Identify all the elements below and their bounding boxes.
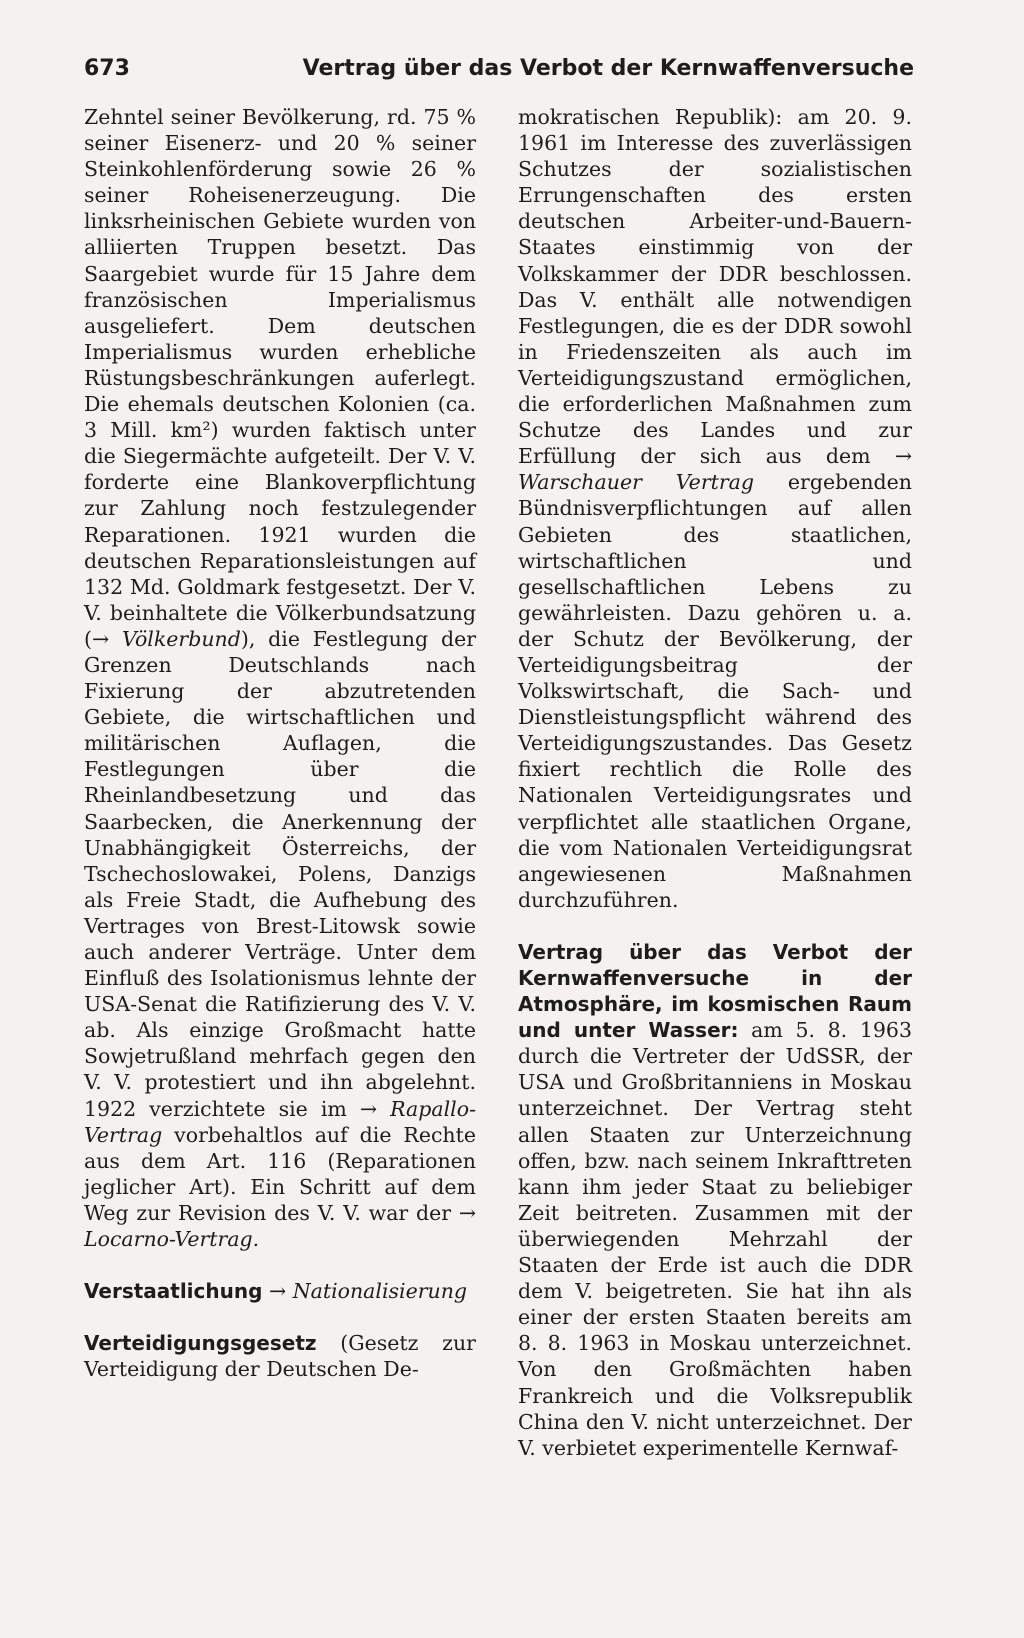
page-header <box>84 56 914 90</box>
cross-reference-nationalisierung[interactable]: Nationalisierung <box>292 1279 468 1304</box>
entry-verstaatlichung <box>84 1278 476 1304</box>
cross-reference-voelkerbund[interactable]: Völkerbund <box>122 626 241 651</box>
entry-text: vorbehaltlos auf die Rechte aus dem Art. 116 (Reparationen jeglicher Art). Ein Schritt auf dem Weg zur Revision des V. V. war der <box>84 1122 476 1225</box>
entry-headword: Vertrag über das Verbot der Kernwaffenversuche in der Atmosphäre, im kosmischen Raum und unter Wasser: <box>518 939 912 1043</box>
arrow-icon: → <box>458 1200 476 1225</box>
arrow-icon: → <box>894 444 912 469</box>
cross-reference-warschauer-vertrag[interactable]: Warschauer Vertrag <box>518 470 754 495</box>
entry-text: ), die Festlegung der Grenzen Deutschlands nach Fixierung der abzutretenden Gebiete, die wirtschaftlichen und militärischen Auflagen, die Festlegungen über die Rheinlandbesetzung und das Saarbecken, die Anerkennung der Unabhängigkeit Österreichs, der Tschechoslowakei, Polens, Danzigs als Freie Stadt, die Aufhebung des Vertrages von Brest-Litowsk sowie auch anderer Verträge. Unter dem Einfluß des Isolationismus lehnte der USA-Senat die Ratifizierung des V. V. ab. Als einzige Großmacht hatte Sowjetrußland mehrfach gegen den V. V. protestiert und ihn abgelehnt. 1922 verzichtete sie im <box>84 626 476 1121</box>
entry-headword: Verstaatlichung <box>84 1279 263 1304</box>
cross-reference-rapallo[interactable]: Rapallo-Vertrag <box>84 1096 476 1147</box>
entry-verteidigungsgesetz-continued <box>518 104 912 913</box>
right-column <box>518 104 912 1461</box>
arrow-icon: → <box>359 1096 378 1121</box>
entry-text: (Gesetz zur Verteidigung der Deutschen De- <box>84 1331 476 1382</box>
left-column <box>84 104 476 1382</box>
entry-kernwaffenversuche <box>518 939 912 1461</box>
cross-reference-locarno[interactable]: Locarno-Vertrag. <box>84 1227 260 1252</box>
entry-text: am 5. 8. 1963 durch die Vertreter der UdSSR, der USA und Großbritanniens in Moskau unterzeichnet. Der Vertrag steht allen Staaten zur Unterzeichnung offen, bzw. nach seinem Inkrafttreten kann ihm jeder Staat zu beliebiger Zeit beitreten. Zusammen mit der überwiegenden Mehrzahl der Staaten der Erde ist auch die DDR dem V. beigetreten. Sie hat ihn als einer der ersten Staaten bereits am 8. 8. 1963 in Moskau unterzeichnet. Von den Großmächten haben Frankreich und die Volksrepublik China den V. nicht unterzeichnet. Der V. verbietet experimentelle Kernwaf- <box>518 1018 913 1460</box>
entry-headword: Verteidigungsgesetz <box>84 1331 317 1356</box>
arrow-icon: → <box>92 626 110 651</box>
entry-text: mokratischen Republik): am 20. 9. 1961 im Interesse des zuverlässigen Schutzes der sozialistischen Errungenschaften des ersten deutschen Arbeiter-und-Bauern-Staates einstimmig von der Volkskammer der DDR beschlossen. Das V. enthält alle notwendigen Festlegungen, die es der DDR sowohl in Friedenszeiten als auch im Verteidigungszustand ermöglichen, die erforderlichen Maßnahmen zum Schutze des Landes und zur Erfüllung der sich aus dem <box>518 105 912 469</box>
entry-versailles-continued <box>84 104 476 1252</box>
entry-text: ergebenden Bündnisverpflichtungen auf allen Gebieten des staatlichen, wirtschaftlichen und gesellschaftlichen Lebens zu gewährleisten. Dazu gehören u. a. der Schutz der Bevölkerung, der Verteidigungsbeitrag der Volkswirtschaft, die Sach- und Dienstleistungspflicht während des Verteidigungszustandes. Das Gesetz fixiert rechtlich die Rolle des Nationalen Verteidigungsrates und verpflichtet alle staatlichen Organe, die vom Nationalen Verteidigungsrat angewiesenen Maßnahmen durchzuführen. <box>518 470 912 912</box>
entry-verteidigungsgesetz <box>84 1330 476 1382</box>
page-number: 673 <box>84 56 130 81</box>
running-title: Vertrag über das Verbot der Kernwaffenversuche <box>302 56 914 81</box>
entry-text: Zehntel seiner Bevölkerung, rd. 75 % seiner Eisenerz- und 20 % seiner Steinkohlenförderung sowie 26 % seiner Roheisenerzeugung. Die linksrheinischen Gebiete wurden von alliierten Truppen besetzt. Das Saargebiet wurde für 15 Jahre dem französischen Imperialismus ausgeliefert. Dem deutschen Imperialismus wurden erhebliche Rüstungsbeschränkungen auferlegt. Die ehemals deutschen Kolonien (ca. 3 Mill. km²) wurden faktisch unter die Siegermächte aufgeteilt. Der V. V. forderte eine Blankoverpflichtung zur Zahlung noch festzulegender Reparationen. 1921 wurden die deutschen Reparationsleistungen auf 132 Md. Goldmark festgesetzt. Der V. V. beinhaltete die Völkerbundsatzung ( <box>84 105 476 651</box>
arrow-icon: → <box>268 1279 287 1304</box>
